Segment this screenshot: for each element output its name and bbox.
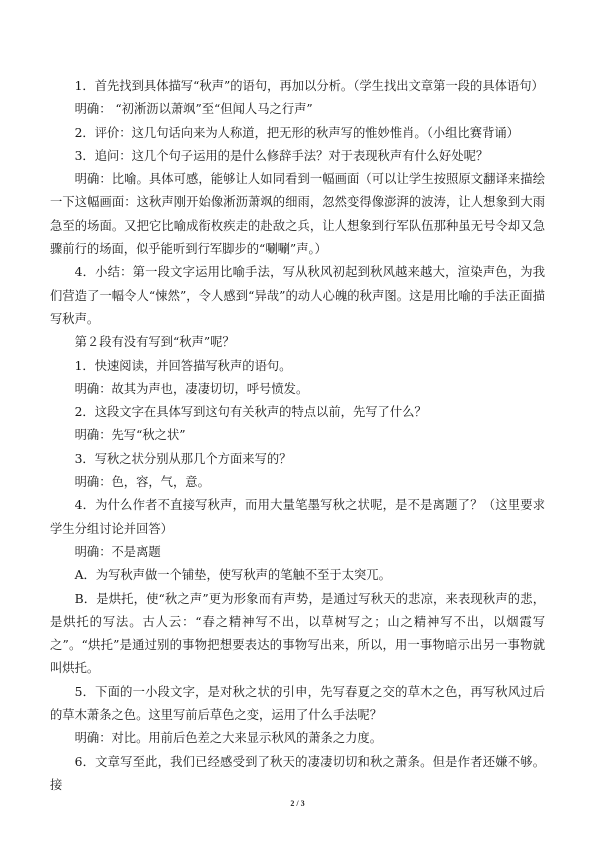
paragraph-3: 2．评价：这几句话向来为人称道，把无形的秋声写的惟妙惟肖。（小组比赛背诵） [74, 125, 519, 140]
paragraph-16: A．为写秋声做一个铺垫，使写秋声的笔触不至于太突兀。 [74, 568, 391, 583]
paragraph-8: 1．快速阅读，并回答描写秋声的语句。 [74, 358, 292, 373]
paragraph-7: 第２段有没有写到“秋声”呢？ [74, 335, 235, 350]
paragraph-9: 明确：故其为声也，凄凄切切，呼号愤发。 [74, 381, 309, 396]
paragraph-13: 明确：色，容，气，意。 [74, 475, 210, 490]
paragraph-5: 明确：比喻。具体可感，能够让人如同看到一幅画面（可以让学生按照原文翻译来描绘一下这幅画面：这秋声刚开始像淅沥萧飒的细雨，忽然变得像澎湃的波涛，让人想象到大雨急至的场面。又把它比喻成衔枚疾走的赴敌之兵，让人想象到行军队伍那种虽无号令却又急骤前行的场面，似乎能听到行军脚步的“唰唰”声。） [50, 172, 545, 257]
paragraph-1: 1．首先找到具体描写“秋声”的语句，再加以分析。（学生找出文章第一段的具体语句） [74, 79, 544, 93]
paragraph-11: 明确：先写“秋之状” [74, 428, 186, 443]
paragraph-10: 2．这段文字在具体写到这句有关秋声的特点以前，先写了什么？ [74, 405, 427, 420]
document-body [50, 75, 545, 797]
paragraph-20: 6．文章写至此，我们已经感受到了秋天的凄凄切切和秋之萧条。但是作者还嫌不够。接 [50, 754, 545, 792]
paragraph-2: 明确： “初淅沥以萧飒”至“但闻人马之行声” [74, 102, 313, 117]
paragraph-19: 明确：对比。用前后色差之大来显示秋风的萧条之力度。 [74, 731, 383, 746]
paragraph-4: 3．追问：这几个句子运用的是什么修辞手法？对于表现秋声有什么好处呢？ [74, 148, 489, 163]
paragraph-17: B．是烘托，使“秋之声”更为形象而有声势，是通过写秋天的悲凉，来表现秋声的悲，是烘托的写法。古人云：“春之精神写不出，以草树写之；山之精神写不出，以烟霞写之”。“烘托”是通过别的事物把想要表达的事物写出来，所以，用一事物暗示出另一事物就叫烘托。 [50, 591, 545, 676]
paragraph-15: 明确：不是离题 [74, 544, 161, 559]
paragraph-14: 4．为什么作者不直接写秋声，而用大量笔墨写秋之状呢，是不是离题了？（这里要求学生分组讨论并回答） [50, 498, 545, 536]
paragraph-6: 4．小结：第一段文字运用比喻手法，写从秋风初起到秋风越来越大，渲染声色，为我们营造了一幅令人“悚然”，令人感到“异哉”的动人心魄的秋声图。这是用比喻的手法正面描写秋声。 [50, 265, 545, 326]
page-number: 2 / 3 [290, 799, 305, 808]
paragraph-12: 3．写秋之状分别从那几个方面来写的？ [74, 451, 292, 466]
paragraph-18: 5．下面的一小段文字，是对秋之状的引申，先写春夏之交的草木之色，再写秋风过后的草木萧条之色。这里写前后草色之变，运用了什么手法呢？ [50, 684, 545, 723]
